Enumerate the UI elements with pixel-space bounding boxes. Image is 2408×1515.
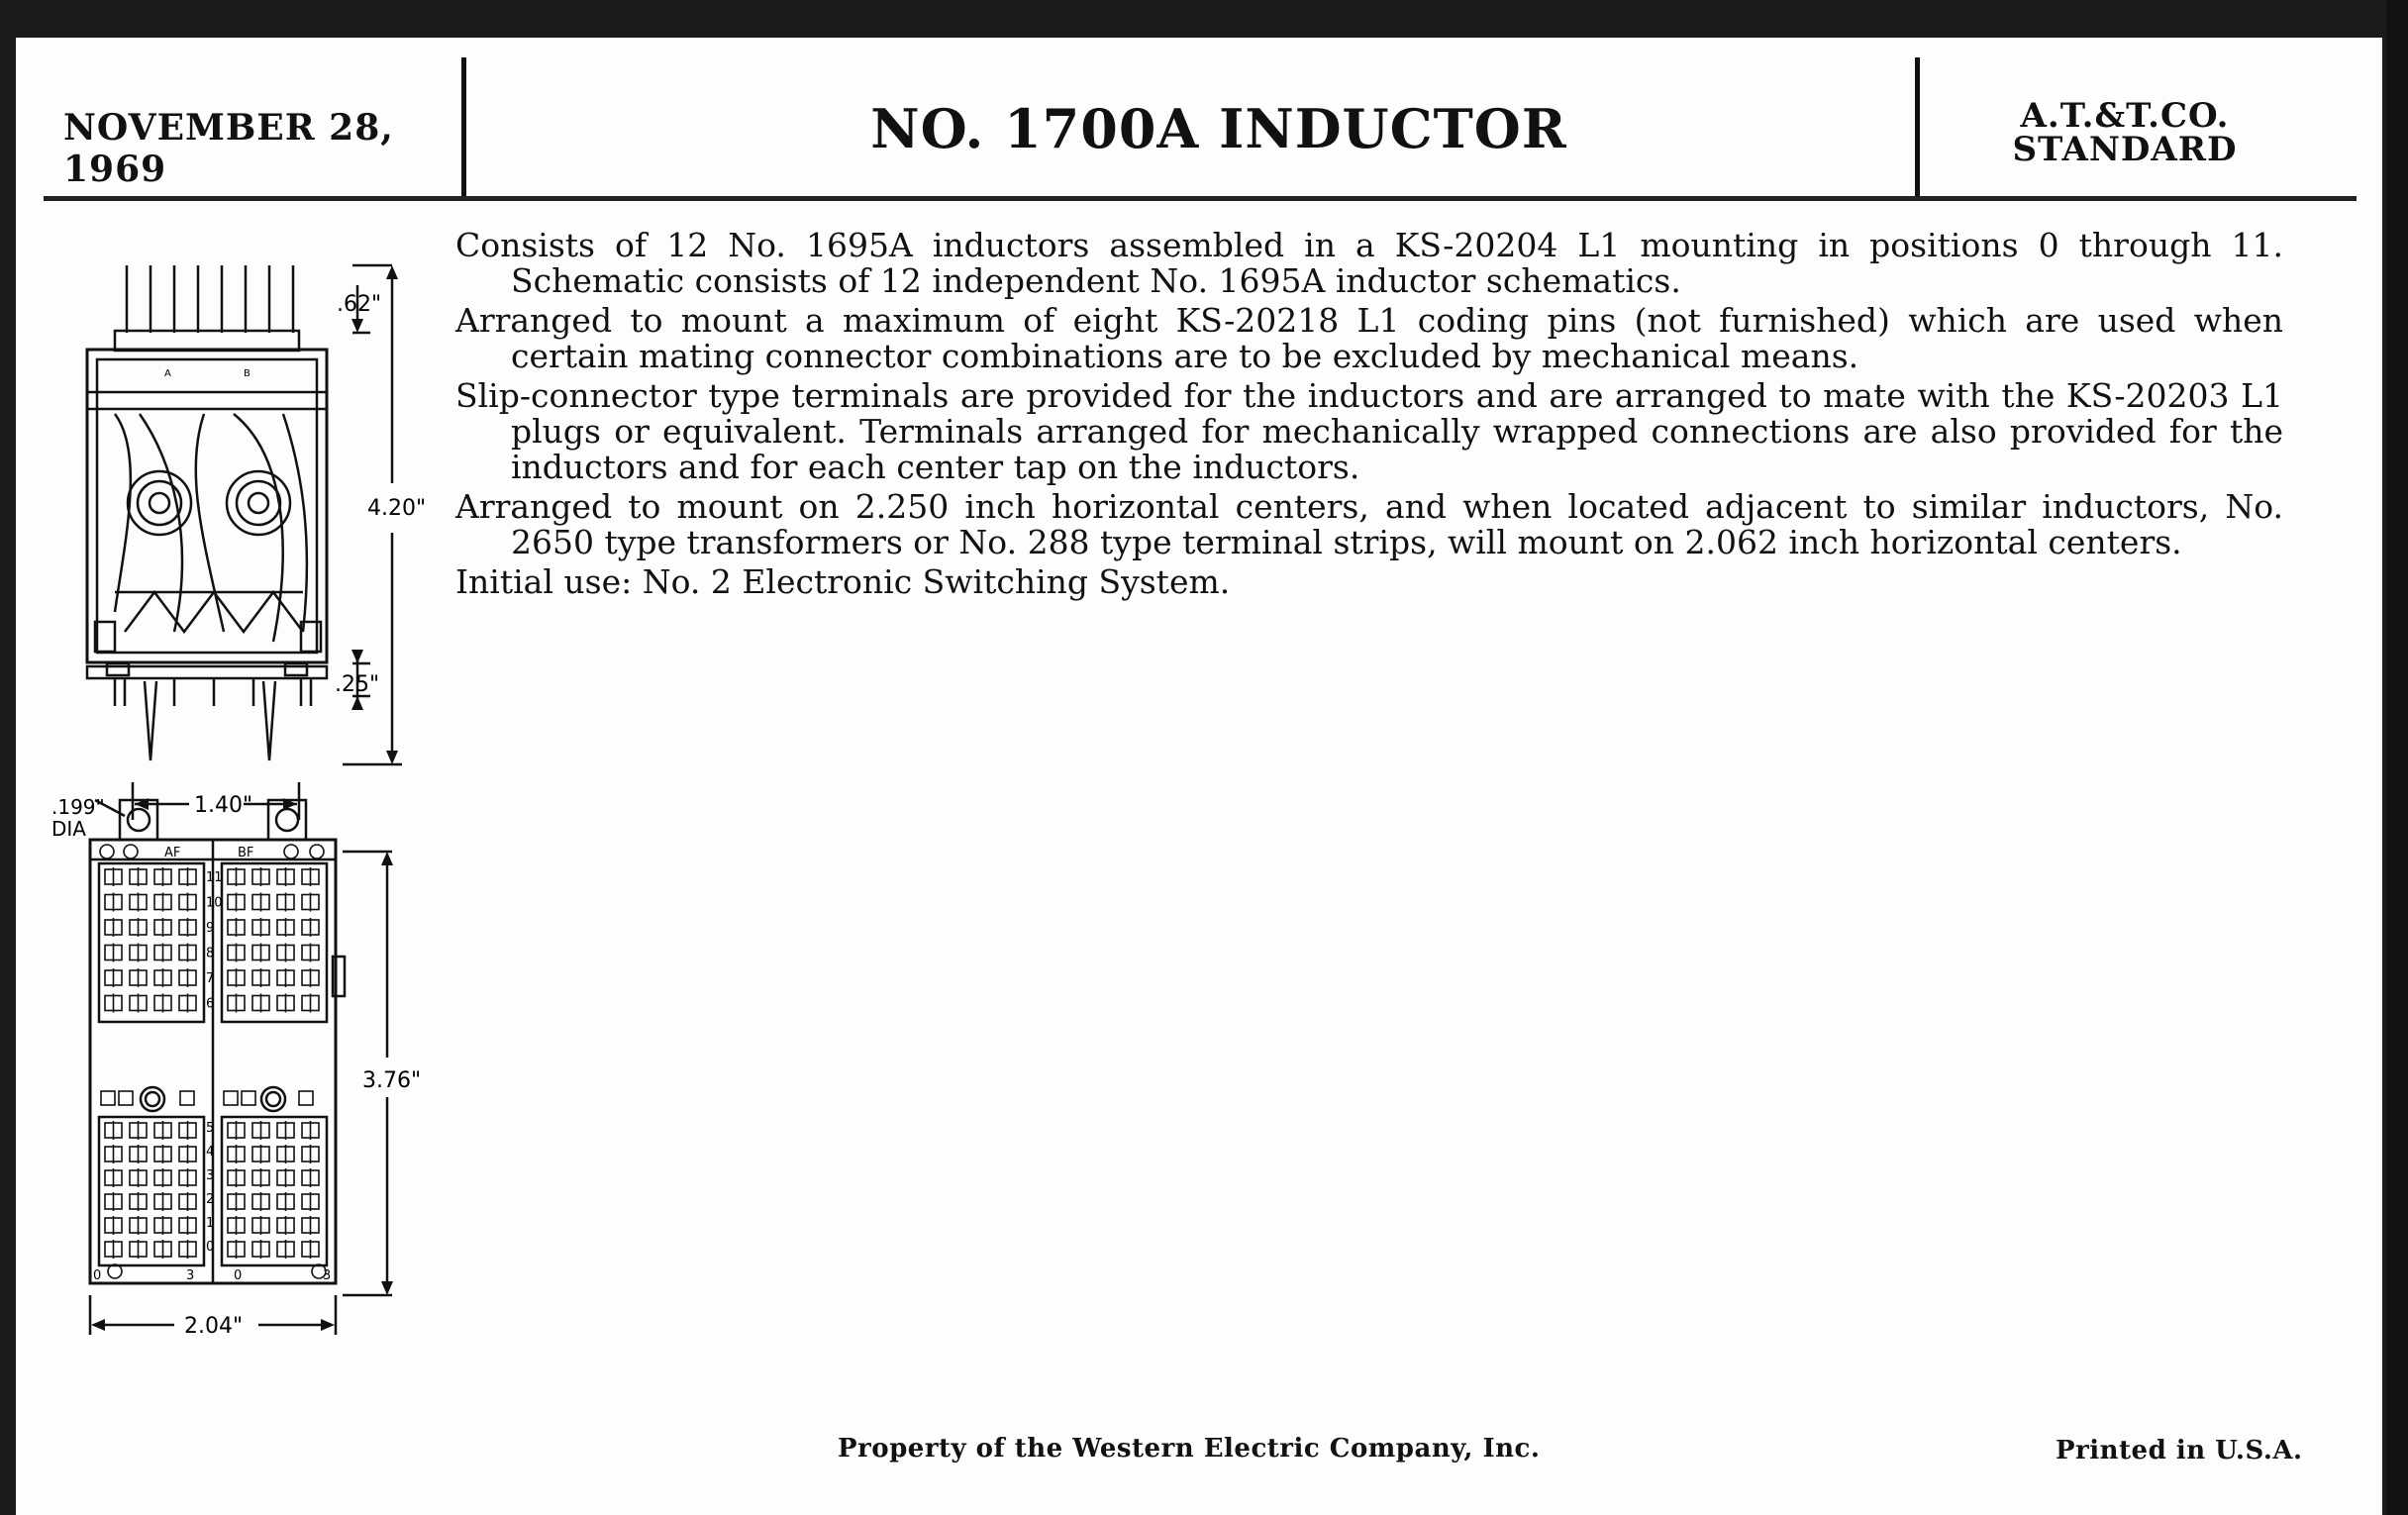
row-number-label: 8	[206, 946, 215, 961]
bottom-label: 0	[93, 1268, 102, 1283]
label-a: A	[164, 368, 171, 379]
description-block	[455, 228, 2283, 604]
dim-height-label: 4.20"	[367, 496, 427, 521]
description-paragraph: Initial use: No. 2 Electronic Switching System.	[455, 562, 1231, 601]
label-af: AF	[164, 846, 181, 860]
row-number-label: 9	[206, 921, 215, 936]
footer-property: Property of the Western Electric Company, Inc.	[838, 1434, 1541, 1464]
description-paragraph: Arranged to mount on 2.250 inch horizontal centers, and when located adjacent to similar inductors, No. 2650 type transformers or No. 288 type terminal strips, will mount on 2.062 inch horizontal centers.	[455, 487, 2283, 561]
row-number-label: 0	[206, 1240, 215, 1255]
scan-edge	[2386, 0, 2408, 1515]
hole-diameter-unit: DIA	[51, 817, 86, 841]
side-view-drawing	[55, 216, 452, 790]
row-number-label: 2	[206, 1192, 215, 1207]
document-card	[16, 38, 2382, 1515]
row-number-label: 3	[206, 1168, 215, 1183]
header-divider-right	[1915, 57, 1920, 196]
row-number-label: 7	[206, 971, 215, 986]
dim-top-label: .62"	[337, 292, 382, 317]
document-title: NO. 1700A INDUCTOR	[870, 97, 1567, 160]
standard-line-2: STANDARD	[2012, 130, 2238, 169]
header-divider-left	[461, 57, 466, 196]
bottom-label: 0	[234, 1268, 243, 1283]
row-number-label: 5	[206, 1121, 215, 1136]
dim-bottom-label: .25"	[335, 672, 380, 697]
row-number-label: 11	[206, 870, 223, 885]
dim-hole-spacing-label: 1.40"	[194, 793, 253, 818]
description-paragraph: Slip-connector type terminals are provided for the inductors and are arranged to mate with the KS-20203 L1 plugs or equivalent. Terminals arranged for mechanically wrapped connections are also provided for the inductors and for each center tap on the inductors.	[455, 376, 2283, 486]
front-view-drawing	[36, 760, 452, 1355]
hole-diameter-label: .199"	[51, 795, 105, 819]
document-date: NOVEMBER 28, 1969	[63, 107, 394, 190]
row-number-label: 1	[206, 1216, 215, 1231]
footer-printed: Printed in U.S.A.	[2056, 1436, 2303, 1465]
bottom-label: 3	[186, 1268, 195, 1283]
dim-width-label: 2.04"	[184, 1314, 244, 1339]
header-rule	[44, 196, 2357, 201]
label-b: B	[244, 368, 251, 379]
standard-line-1: A.T.&T.CO.	[2020, 96, 2230, 136]
row-number-label: 4	[206, 1145, 215, 1160]
bottom-label: 3	[323, 1268, 332, 1283]
label-bf: BF	[238, 846, 254, 860]
description-paragraph: Arranged to mount a maximum of eight KS-20218 L1 coding pins (not furnished) which are used when certain mating connector combinations are to be excluded by mechanical means.	[455, 301, 2283, 375]
description-paragraph: Consists of 12 No. 1695A inductors assembled in a KS-20204 L1 mounting in positions 0 through 11. Schematic consists of 12 independent No. 1695A inductor schematics.	[455, 226, 2283, 300]
standard-label	[1956, 96, 2293, 169]
row-number-label: 10	[206, 895, 223, 911]
row-number-label: 6	[206, 996, 215, 1012]
dim-front-height-label: 3.76"	[362, 1068, 422, 1093]
